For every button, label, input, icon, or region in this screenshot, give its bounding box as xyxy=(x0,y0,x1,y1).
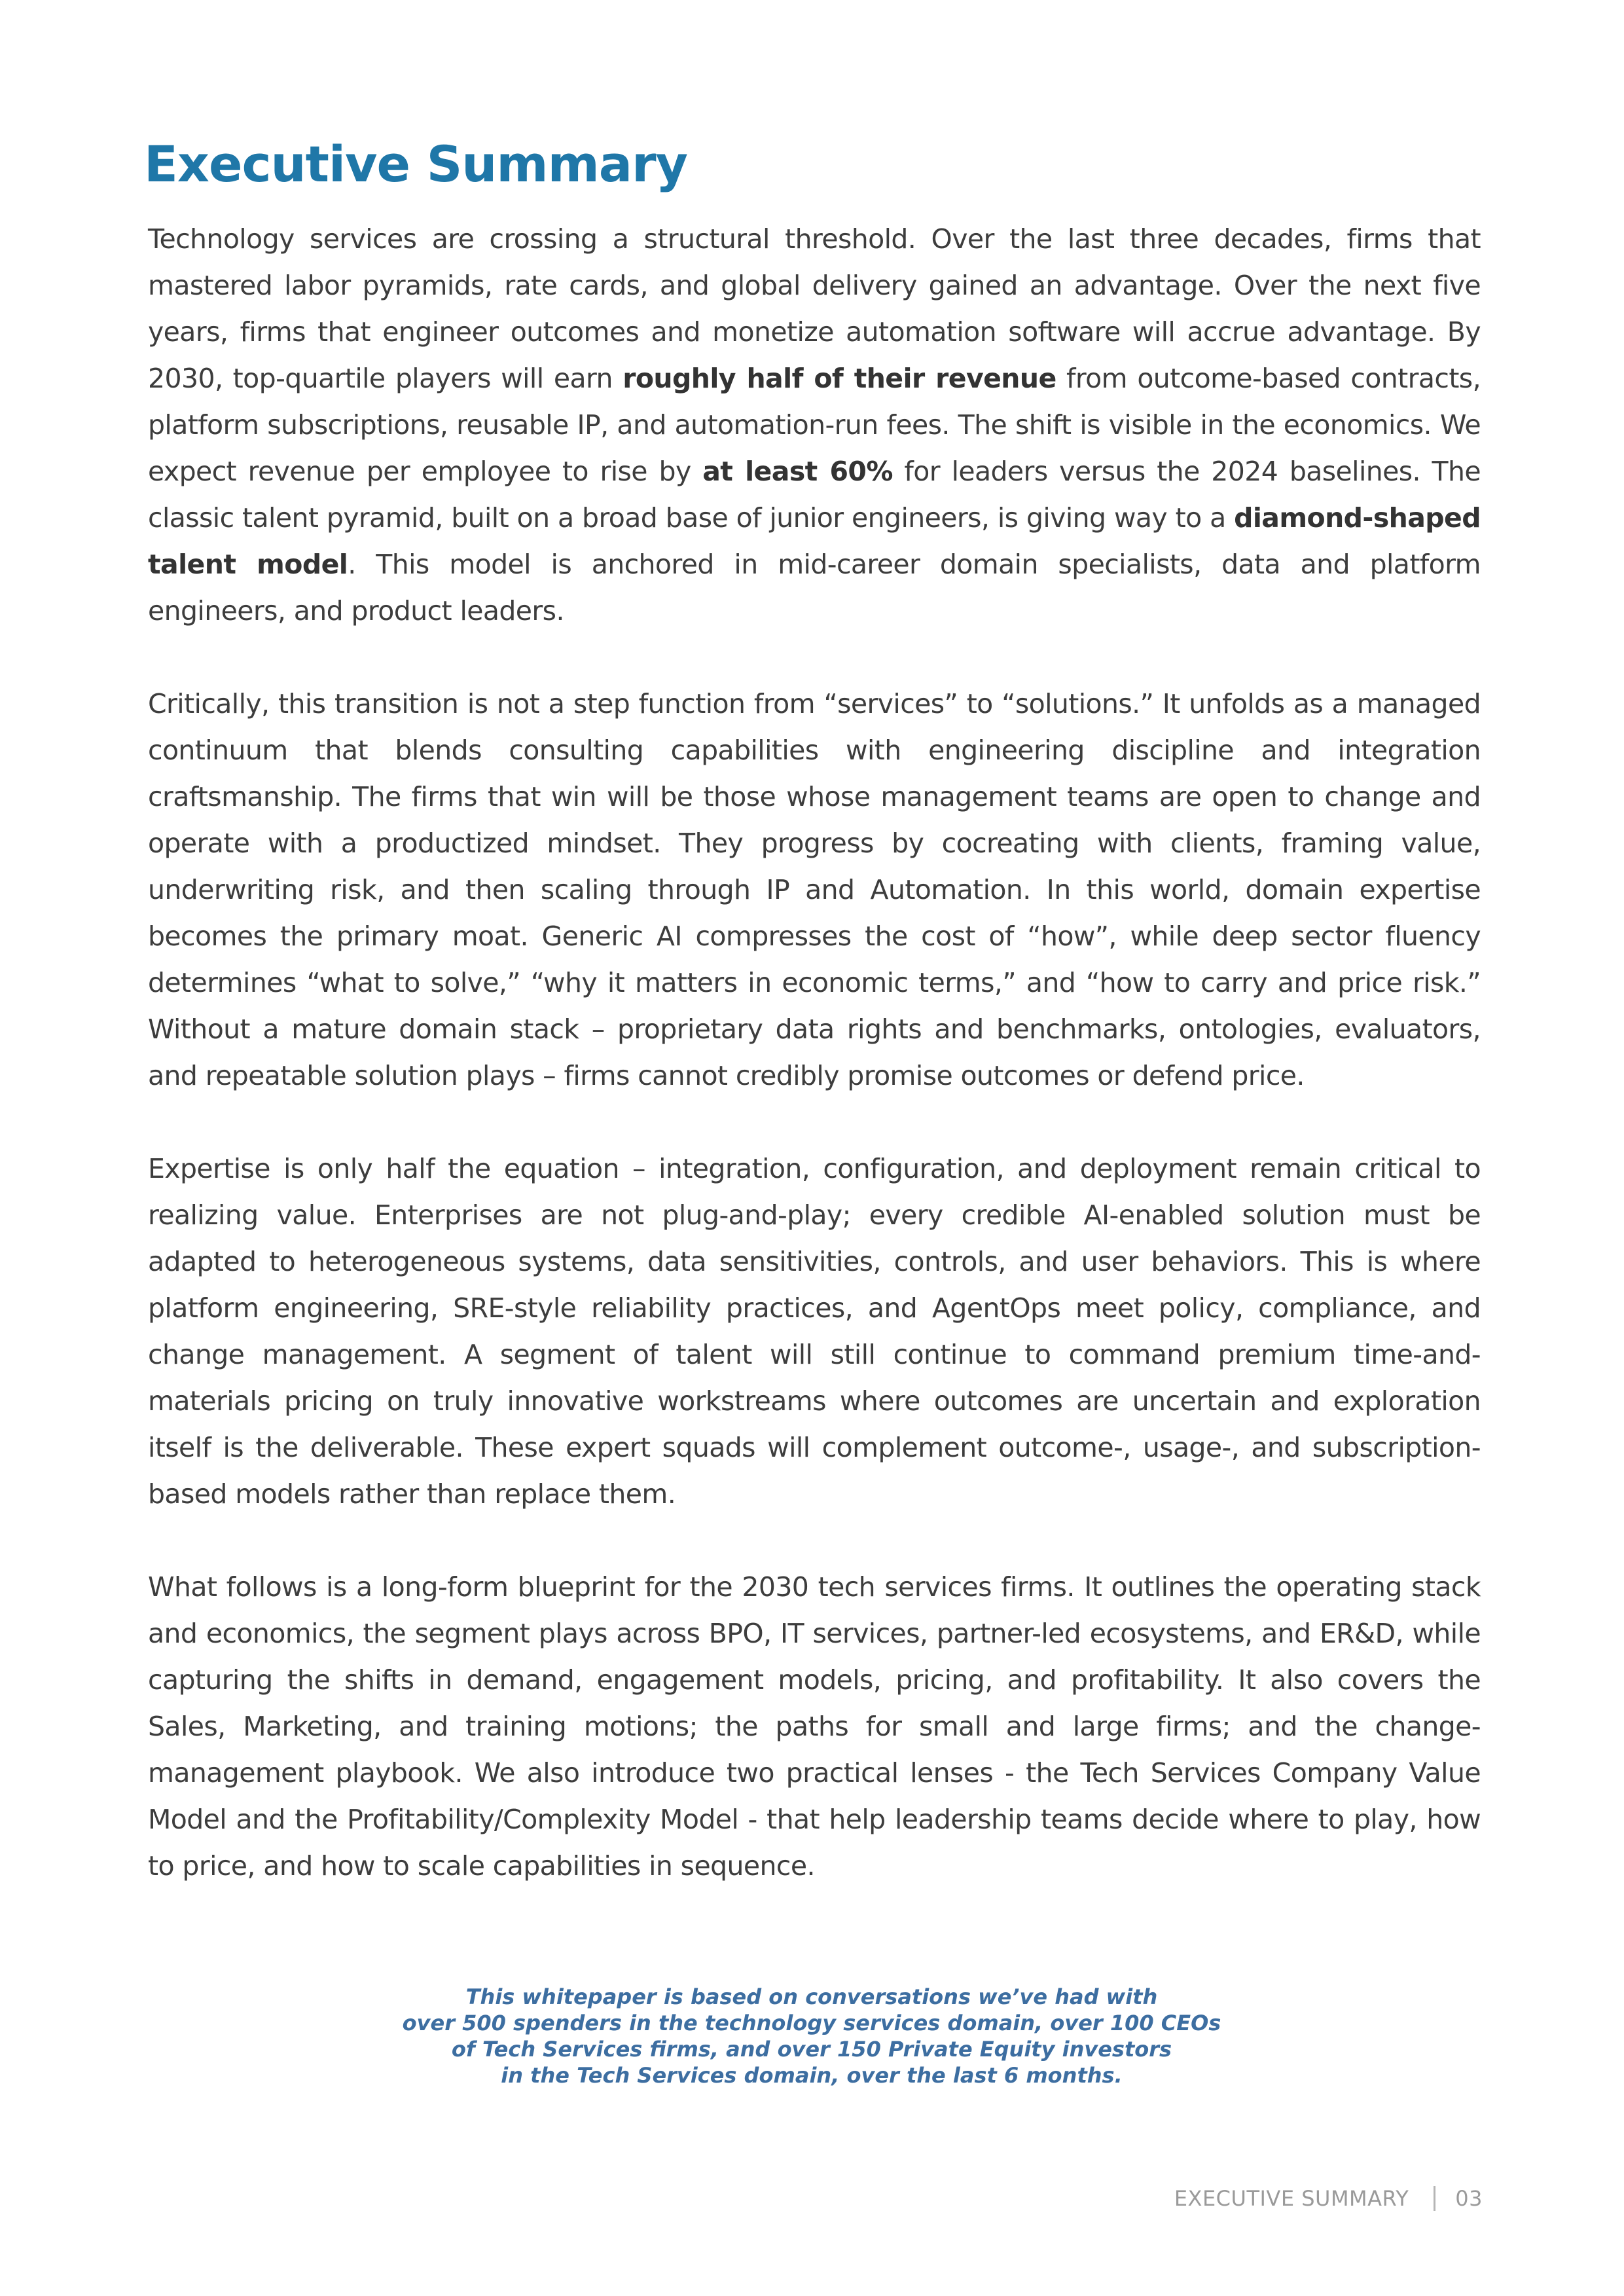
footer-section-label: EXECUTIVE SUMMARY xyxy=(1174,2186,1409,2211)
paragraph-4: What follows is a long-form blueprint for the 2030 tech services firms. It outlines the operating stack and economics, the segment plays across BPO, IT services, partner-led ecosystems, and ER&D, while capturing the shifts in demand, engagement models, pricing, and profitability. It also covers the Sales, Marketing, and training motions; the paths for small and large firms; and the change-management playbook. We also introduce two practical lenses - the Tech Services Company Value Model and the Profitability/Complexity Model - that help leadership teams decide where to play, how to price, and how to scale capabilities in sequence. xyxy=(148,1571,1481,1882)
note-line: of Tech Services firms, and over 150 Private Equity investors xyxy=(451,2037,1172,2062)
body-text xyxy=(148,216,1481,1936)
page-number: 03 xyxy=(1455,2186,1483,2211)
paragraph-1 xyxy=(148,216,1481,634)
paragraph-text: from outcome-based contracts, platform subscriptions, reusable IP, and automation-run fees. The shift is visible in the economics. We expect revenue per employee to rise by xyxy=(148,363,1481,487)
paragraph-text: . This model is anchored in mid-career domain specialists, data and platform engineers, and product leaders. xyxy=(148,549,1481,627)
page-footer xyxy=(1174,2185,1483,2212)
whitepaper-source-note xyxy=(353,1984,1270,2088)
paragraph-2: Critically, this transition is not a step function from “services” to “solutions.” It unfolds as a managed continuum that blends consulting capabilities with engineering discipline and integration craftsmanship. The firms that win will be those whose management teams are open to change and operate with a productized mindset. They progress by cocreating with clients, framing value, underwriting risk, and then scaling through IP and Automation. In this world, domain expertise becomes the primary moat. Generic AI compresses the cost of “how”, while deep sector fluency determines “what to solve,” “why it matters in economic terms,” and “how to carry and price risk.” Without a mature domain stack – proprietary data rights and benchmarks, ontologies, evaluators, and repeatable solution plays – firms cannot credibly promise outcomes or defend price. xyxy=(148,688,1481,1091)
emphasis-revenue-share: roughly half of their revenue xyxy=(623,363,1056,394)
note-line: This whitepaper is based on conversations we’ve had with xyxy=(465,1984,1158,2009)
footer-divider xyxy=(1434,2186,1435,2211)
emphasis-revenue-growth: at least 60% xyxy=(702,456,893,487)
paragraph-3: Expertise is only half the equation – integration, configuration, and deployment remain critical to realizing value. Enterprises are not plug-and-play; every credible AI-enabled solution must be adapted to heterogeneous systems, data sensitivities, controls, and user behaviors. This is where platform engineering, SRE-style reliability practices, and AgentOps meet policy, compliance, and change management. A segment of talent will still continue to command premium time-and-materials pricing on truly innovative workstreams where outcomes are uncertain and exploration itself is the deliverable. These expert squads will complement outcome-, usage-, and subscription-based models rather than replace them. xyxy=(148,1153,1481,1510)
note-line: over 500 spenders in the technology services domain, over 100 CEOs xyxy=(402,2011,1221,2035)
paragraph-text: for leaders versus the 2024 baselines. The classic talent pyramid, built on a broad base of junior engineers, is giving way to a xyxy=(148,456,1481,534)
page-title: Executive Summary xyxy=(144,135,688,193)
emphasis-talent-model: diamond-shaped talent model xyxy=(148,502,1481,580)
note-line: in the Tech Services domain, over the last 6 months. xyxy=(501,2063,1123,2088)
paragraph-text: Technology services are crossing a structural threshold. Over the last three decades, firms that mastered labor pyramids, rate cards, and global delivery gained an advantage. Over the next five years, firms that engineer outcomes and monetize automation software will accrue advantage. By 2030, top-quartile players will earn xyxy=(148,223,1481,394)
